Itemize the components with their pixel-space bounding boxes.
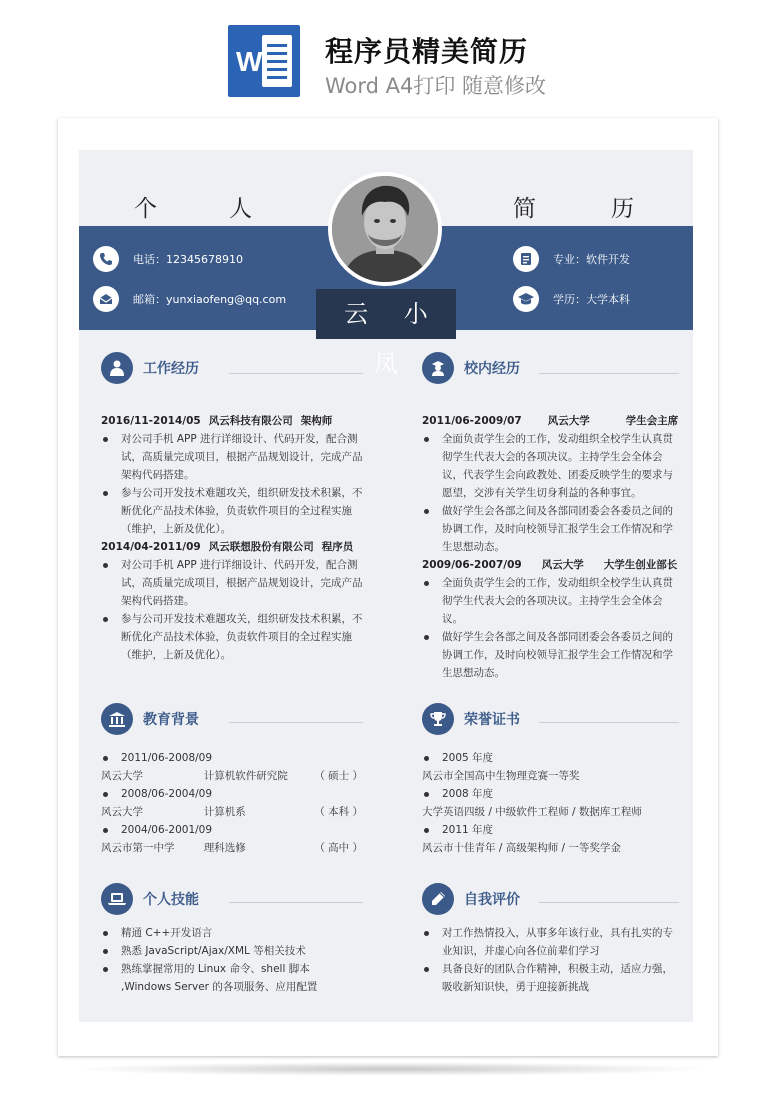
education-text: 学历：大学本科 — [553, 293, 630, 306]
honor-year: 2008 年度 — [422, 785, 680, 803]
section-skills-heading — [101, 883, 199, 915]
campus-list — [422, 412, 680, 682]
avatar — [328, 172, 442, 286]
section-education-heading — [101, 703, 199, 735]
word-logo-icon — [228, 25, 300, 97]
work-item — [101, 538, 363, 664]
name-plate: 云 小 凤 — [316, 289, 456, 339]
header-word-1: 个 — [134, 196, 157, 222]
campus-item — [422, 556, 680, 682]
section-work-heading — [101, 352, 199, 384]
campus-item — [422, 412, 680, 556]
list-item: 参与公司开发技术难题攻关，组织研发技术积累，不断优化产品技术体验，负责软件项目的全过程实施（维护，上新及优化）。 — [101, 610, 363, 664]
top-banner — [0, 0, 774, 118]
divider — [539, 722, 679, 723]
word-logo-letter: W — [236, 46, 263, 77]
section-self-eval-heading — [422, 883, 520, 915]
book-icon — [513, 246, 539, 272]
honor-year: 2005 年度 — [422, 749, 680, 767]
divider — [229, 722, 363, 723]
honor-text: 大学英语四级 / 中级软件工程师 / 数据库工程师 — [422, 806, 642, 818]
list-item: 全面负责学生会的工作，发动组织全校学生认真贯彻学生代表大会的各项决议。主持学生会全体会议，代表学生会向政教处、团委反映学生的要求与愿望，交涉有关学生切身利益的各种事宜。 — [422, 430, 680, 502]
edu-period: 2008/06-2004/09 — [101, 785, 363, 803]
list-item: 对公司手机 APP 进行详细设计、代码开发，配合测试，高质量完成项目，根据产品规划设计，完成产品架构代码搭建。 — [101, 556, 363, 610]
work-role-line: 2014/04-2011/09 风云联想股份有限公司 程序员 — [101, 541, 354, 553]
person-icon — [101, 352, 133, 384]
paper-shadow — [70, 1062, 710, 1076]
list-item: 参与公司开发技术难题攻关，组织研发技术积累，不断优化产品技术体验，负责软件项目的全过程实施（维护，上新及优化）。 — [101, 484, 363, 538]
laptop-icon — [101, 883, 133, 915]
list-item: 精通 C++开发语言 — [101, 924, 363, 942]
contact-education — [513, 286, 630, 312]
divider — [539, 373, 679, 374]
edu-period: 2011/06-2008/09 — [101, 749, 363, 767]
section-campus-title: 校内经历 — [464, 361, 520, 377]
banner-subtitle: Word A4打印 随意修改 — [325, 74, 547, 98]
phone-icon — [93, 246, 119, 272]
list-item: 做好学生会各部之间及各部同团委会各委员之间的协调工作，及时向校领导汇报学生会工作情况和学生思想动态。 — [422, 628, 680, 682]
work-list — [101, 412, 363, 664]
pencil-icon — [422, 883, 454, 915]
honor-text: 风云市全国高中生物理竞赛一等奖 — [422, 770, 580, 782]
honor-text: 风云市十佳青年 / 高级架构师 / 一等奖学金 — [422, 842, 621, 854]
student-icon — [422, 352, 454, 384]
contact-major — [513, 246, 630, 272]
resume-sheet — [79, 150, 693, 1022]
education-list — [101, 749, 363, 857]
list-item: 全面负责学生会的工作，发动组织全校学生认真贯彻学生代表大会的各项决议。主持学生会全体会议。 — [422, 574, 680, 628]
list-item: 熟悉 JavaScript/Ajax/XML 等相关技术 — [101, 942, 363, 960]
section-work-title: 工作经历 — [143, 361, 199, 377]
work-item — [101, 412, 363, 538]
section-self-eval-title: 自我评价 — [464, 892, 520, 908]
divider — [229, 373, 363, 374]
header-word-2: 人 — [229, 196, 252, 222]
list-item: 做好学生会各部之间及各部同团委会各委员之间的协调工作，及时向校领导汇报学生会工作情况和学生思想动态。 — [422, 502, 680, 556]
section-honors-heading — [422, 703, 520, 735]
section-honors-title: 荣誉证书 — [464, 712, 520, 728]
section-education-title: 教育背景 — [143, 712, 199, 728]
mail-icon — [93, 286, 119, 312]
section-skills-title: 个人技能 — [143, 892, 199, 908]
edu-row: 风云大学 计算机系 （ 本科 ） — [101, 806, 363, 818]
major-text: 专业：软件开发 — [553, 253, 630, 266]
self-eval-list — [422, 924, 680, 996]
list-item: 对工作热情投入，从事多年该行业，具有扎实的专业知识，并虚心向各位前辈们学习 — [422, 924, 680, 960]
contact-email — [93, 286, 286, 312]
skills-list — [101, 924, 363, 996]
honors-list — [422, 749, 680, 857]
header-word-3: 简 — [513, 196, 536, 222]
header-word-4: 历 — [611, 196, 634, 222]
edu-period: 2004/06-2001/09 — [101, 821, 363, 839]
campus-role-line: 2009/06-2007/09 风云大学 大学生创业部长 — [422, 559, 678, 571]
resume-page — [58, 118, 718, 1056]
email-text: 邮箱：yunxiaofeng@qq.com — [133, 293, 287, 306]
university-icon — [101, 703, 133, 735]
contact-phone — [93, 246, 243, 272]
banner-title: 程序员精美简历 — [325, 35, 529, 68]
list-item: 熟练掌握常用的 Linux 命令、shell 脚本 ,Windows Server 的各项服务、应用配置 — [101, 960, 363, 996]
list-item: 具备良好的团队合作精神，积极主动，适应力强，吸收新知识快，勇于迎接新挑战 — [422, 960, 680, 996]
edu-row: 风云大学 计算机软件研究院 （ 硕士 ） — [101, 770, 363, 782]
list-item: 对公司手机 APP 进行详细设计、代码开发，配合测试，高质量完成项目，根据产品规划设计，完成产品架构代码搭建。 — [101, 430, 363, 484]
edu-row: 风云市第一中学 理科选修 （ 高中 ） — [101, 842, 363, 854]
trophy-icon — [422, 703, 454, 735]
section-campus-heading — [422, 352, 520, 384]
campus-role-line: 2011/06-2009/07 风云大学 学生会主席 — [422, 415, 679, 427]
honor-year: 2011 年度 — [422, 821, 680, 839]
work-role-line: 2016/11-2014/05 风云科技有限公司 架构师 — [101, 415, 333, 427]
phone-text: 电话：12345678910 — [133, 253, 243, 266]
divider — [539, 902, 679, 903]
graduation-cap-icon — [513, 286, 539, 312]
divider — [229, 902, 363, 903]
